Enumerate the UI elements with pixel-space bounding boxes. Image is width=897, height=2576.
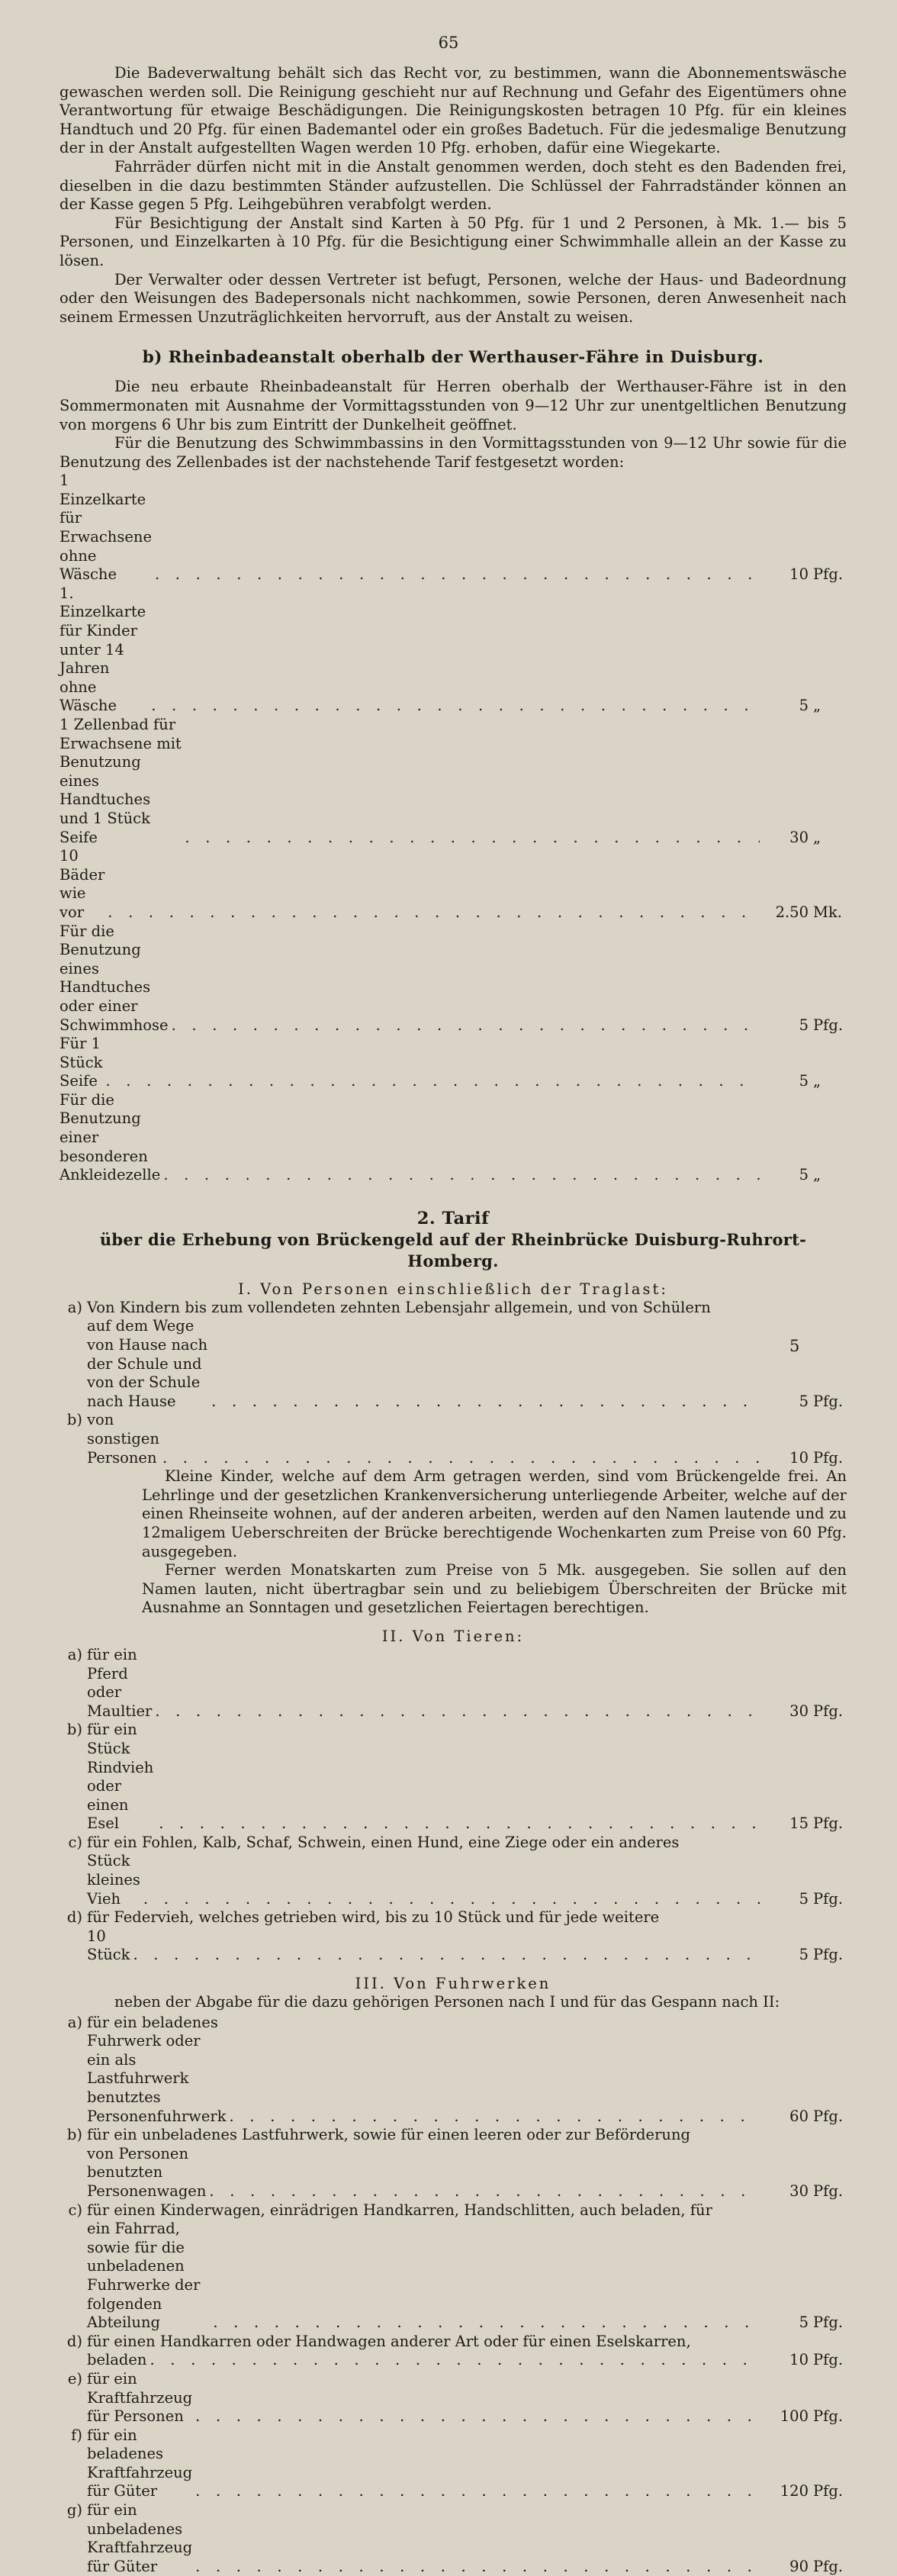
- tariff-item: [59, 1721, 847, 1834]
- item-marker: c): [68, 2201, 82, 2219]
- item-lead: [87, 1927, 760, 1965]
- item-unit: Pfg.: [813, 1814, 844, 1833]
- rate-unit: „: [813, 697, 821, 715]
- rate-amount: 5: [799, 1072, 809, 1090]
- rate-unit: „: [813, 1166, 821, 1184]
- rate-unit: „: [813, 828, 821, 846]
- tariff-item-line: [59, 2333, 847, 2352]
- rate-row: [59, 847, 847, 922]
- item-lead: [87, 1317, 760, 1411]
- item-marker: b): [66, 1411, 82, 1429]
- paragraph: Für Besichtigung der Anstalt sind Karten à 50 Pfg. für 1 und 2 Personen, à Mk. 1.— bis 5 Personen, und Einzelkarten à 10 Pfg. für die Besichtigung einer Schwimmhalle allein an der Kasse zu lösen.: [59, 214, 847, 269]
- item-text: für ein Kraftfahrzeug für Personen: [87, 2369, 193, 2426]
- item-marker: g): [66, 2501, 82, 2520]
- tariff-item-line: [59, 1908, 847, 1927]
- dot-leader: [160, 1166, 760, 1185]
- rate-label: 1 Zellenbad für Erwachsene mit Benutzung eines Handtuches und 1 Stück Seife: [59, 716, 182, 846]
- paragraph: Für die Benutzung des Schwimmbassins in den Vormittagsstunden von 9—12 Uhr sowie für die Benutzung des Zellenbades ist der nachstehende Tarif festgesetzt worden:: [59, 434, 847, 471]
- rate-row: [59, 1035, 847, 1091]
- rate-unit: Pfg.: [813, 1016, 844, 1034]
- item-text: ein Fahrrad, sowie für die unbeladenen Fuhrwerke der folgenden Abteilung: [87, 2220, 201, 2332]
- rate-unit: „: [813, 1072, 821, 1090]
- item-amount: 10: [789, 1448, 809, 1467]
- tariff-item: [59, 2014, 847, 2127]
- tariff-item: [59, 2501, 847, 2576]
- part-2-items: [59, 1646, 847, 1965]
- rate-unit: Mk.: [813, 903, 842, 921]
- rate-amount: 5: [799, 1016, 809, 1034]
- item-text: Von Kindern bis zum vollendeten zehnten Lebensjahr allgemein, und von Schülern: [87, 1298, 711, 1316]
- rate-row: [59, 923, 847, 1035]
- item-unit: Pfg.: [813, 2557, 844, 2575]
- rate-label: 1. Einzelkarte für Kinder unter 14 Jahren ohne Wäsche: [59, 584, 146, 715]
- item-unit: Pfg.: [813, 1889, 844, 1908]
- dot-leader: [152, 1702, 760, 1721]
- item-text: für ein beladenes Fuhrwerk oder ein als Lastfuhrwerk benutztes Personenfuhrwerk: [87, 2013, 227, 2125]
- tariff-item: [59, 1411, 847, 1467]
- tarif-subheading: über die Erhebung von Brückengeld auf der Rheinbrücke Duisburg-Ruhrort-Homberg.: [99, 1229, 807, 1270]
- rate-row: [59, 1091, 847, 1185]
- item-lead: [87, 2014, 760, 2127]
- item-lead: [87, 2426, 760, 2501]
- rate-unit: Pfg.: [813, 565, 844, 584]
- item-text: für einen Kinderwagen, einrädrigen Handkarren, Handschlitten, auch beladen, für: [87, 2201, 712, 2219]
- tariff-item: [59, 2370, 847, 2426]
- item-unit: Pfg.: [813, 1702, 844, 1720]
- section-b-text: [59, 378, 847, 472]
- dot-leader: [192, 2407, 760, 2426]
- item-lead: [87, 1411, 760, 1467]
- item-amount: 5: [799, 1392, 809, 1410]
- item-amount: 15: [789, 1814, 809, 1833]
- tariff-item: [59, 1927, 847, 1965]
- rate-amount: 5: [799, 1166, 809, 1184]
- item-text: für ein Fohlen, Kalb, Schaf, Schwein, einen Hund, eine Ziege oder ein anderes: [87, 1833, 680, 1851]
- item-marker: f): [71, 2426, 82, 2444]
- intro-section: [59, 64, 847, 327]
- dot-leader: [103, 1072, 760, 1091]
- tariff-item: [59, 1317, 847, 1411]
- item-marker: b): [66, 2126, 82, 2144]
- item-marker: c): [68, 1833, 82, 1851]
- item-lead: [87, 1721, 760, 1834]
- rate-label: Für die Benutzung einer besonderen Ankleidezelle: [59, 1090, 161, 1184]
- item-text: für ein beladenes Kraftfahrzeug für Güter: [87, 2426, 193, 2500]
- item-lead: [87, 2220, 760, 2333]
- dot-leader: [146, 2351, 760, 2370]
- item-text: für Federvieh, welches getrieben wird, bis zu 10 Stück und für jede weitere: [87, 1908, 660, 1927]
- item-text: beladen: [87, 2351, 147, 2369]
- item-text: von Personen benutzten Personenwagen: [87, 2144, 207, 2200]
- tariff-item-line: [59, 1834, 847, 1853]
- rate-amount: 5: [799, 697, 809, 715]
- paragraph: Die Badeverwaltung behält sich das Recht vor, zu bestimmen, wann die Abonnementswäsche gewaschen werden soll. Die Reinigung geschieht nur auf Rechnung und Gefahr des Eigentümers ohne Verantwortung für etwaige Beschädigungen. Die Reinigungskosten betragen 10 Pfg. für ein kleines Handtuch und 20 Pfg. für einen Bademantel oder ein großes Badetuch. Für die jedesmalige Benutzung der in der Anstalt aufgestellten Wagen werden 10 Pfg. erhoben, dafür eine Wiegekarte.: [59, 64, 847, 157]
- item-unit: Pfg.: [813, 1448, 844, 1467]
- item-unit: Pfg.: [813, 2407, 844, 2426]
- rate-amount: 30: [789, 828, 809, 846]
- rate-amount: 10: [789, 565, 809, 584]
- item-amount: 100: [780, 2407, 809, 2426]
- section-b-heading: b) Rheinbadeanstalt oberhalb der Werthauser-Fähre in Duisburg.: [142, 348, 764, 368]
- tarif-heading: 2. Tarif: [416, 1208, 490, 1228]
- part-2-title: II. Von Tieren:: [381, 1627, 525, 1645]
- item-amount: 5: [799, 1946, 809, 1964]
- part-1-items: [59, 1299, 847, 1467]
- part-3-title: III. Von Fuhrwerken: [355, 1975, 551, 1993]
- page-number: 65: [438, 34, 459, 52]
- part-1-notes: [59, 1467, 847, 1618]
- dot-leader: [130, 1946, 760, 1965]
- item-marker: a): [67, 2013, 82, 2031]
- item-lead: [87, 2145, 760, 2201]
- item-amount: 60: [789, 2107, 809, 2125]
- tariff-item-line: [59, 1299, 847, 1318]
- item-amount: 30: [789, 1702, 809, 1720]
- item-amount: 120: [780, 2482, 809, 2500]
- paragraph: Der Verwalter oder dessen Vertreter ist befugt, Personen, welche der Haus- und Badeordnung oder den Weisungen des Badepersonals nicht nachkommen, sowie Personen, deren Anwesenheit nach seinem Ermessen Unzuträglichkeiten hervorruft, aus der Anstalt zu weisen.: [59, 270, 847, 326]
- item-lead: [87, 2370, 760, 2426]
- tariff-item: [59, 2220, 847, 2333]
- note-paragraph: Ferner werden Monatskarten zum Preise von 5 Mk. ausgegeben. Sie sollen auf den Namen lauten, nicht übertragbar sein und zu beliebigem Überschreiten der Brücke mit Ausnahme an Sonntagen und gesetzlichen Feiertagen berechtigen.: [142, 1561, 847, 1617]
- rate-amount: 2.50: [775, 903, 809, 921]
- item-unit: Pfg.: [813, 2107, 844, 2125]
- item-lead: [87, 2501, 760, 2576]
- rate-label: 1 Einzelkarte für Erwachsene ohne Wäsche: [59, 472, 152, 584]
- dot-leader: [192, 2482, 760, 2501]
- paragraph: Die neu erbaute Rheinbadeanstalt für Herren oberhalb der Werthauser-Fähre ist in den Sommermonaten mit Ausnahme der Vormittagsstunden von 9—12 Uhr zur unentgeltlichen Benutzung von morgens 6 Uhr bis zum Eintritt der Dunkelheit geöffnet.: [59, 378, 847, 433]
- item-amount: 10: [789, 2351, 809, 2369]
- item-unit: Pfg.: [813, 2182, 844, 2200]
- dot-leader: [169, 1016, 760, 1035]
- rate-label: Für die Benutzung eines Handtuches oder einer Schwimmhose: [59, 922, 169, 1034]
- item-unit: Pfg.: [813, 2314, 844, 2332]
- part-1-title: I. Von Personen einschließlich der Traglast:: [238, 1280, 668, 1298]
- item-unit: Pfg.: [813, 2351, 844, 2369]
- dot-leader: [206, 2182, 760, 2201]
- item-lead: [87, 1646, 760, 1721]
- section-b-rate-table: [59, 472, 847, 1185]
- item-marker: d): [66, 2332, 82, 2350]
- tariff-item: [59, 1646, 847, 1721]
- part-3-items: [59, 2014, 847, 2576]
- item-marker: a): [67, 1645, 82, 1663]
- item-text: für einen Handkarren oder Handwagen anderer Art oder für einen Eselskarren,: [87, 2332, 691, 2350]
- item-text: auf dem Wege von Hause nach der Schule und von der Schule nach Hause: [87, 1317, 208, 1410]
- rate-row: [59, 584, 847, 716]
- tariff-item: [59, 2351, 847, 2370]
- tariff-item-line: [59, 2201, 847, 2220]
- item-lead: [87, 2351, 760, 2370]
- tariff-item-line: [59, 2126, 847, 2145]
- tariff-item: [59, 1852, 847, 1908]
- rate-label: Für 1 Stück Seife: [59, 1035, 103, 1090]
- item-marker: d): [66, 1908, 82, 1927]
- tariff-item: [59, 2426, 847, 2501]
- item-text: 10 Stück: [87, 1927, 130, 1964]
- item-amount: 5: [799, 1889, 809, 1908]
- dot-leader: [182, 829, 760, 848]
- item-text: für ein unbeladenes Kraftfahrzeug für Güter: [87, 2501, 193, 2575]
- paragraph: Fahrräder dürfen nicht mit in die Anstalt genommen werden, doch steht es den Badenden frei, dieselben in die dazu bestimmten Ständer aufzustellen. Die Schlüssel der Fahrradständer können an der Kasse gegen 5 Pfg. Leihgebühren verabfolgt werden.: [59, 157, 847, 214]
- dot-leader: [210, 2314, 760, 2333]
- item-marker: a): [67, 1298, 82, 1316]
- item-marker: e): [67, 2369, 82, 2388]
- rate-label: 10 Bäder wie vor: [59, 847, 105, 921]
- page-body: [59, 64, 847, 2576]
- dot-leader: [192, 2558, 760, 2576]
- dot-leader: [227, 2107, 760, 2127]
- tariff-item: [59, 2145, 847, 2201]
- dot-leader: [208, 1393, 760, 1412]
- item-marker: b): [66, 1721, 82, 1739]
- dot-leader: [148, 697, 760, 716]
- dot-leader: [104, 903, 760, 923]
- signature-mark: 5: [789, 1337, 800, 1355]
- item-unit: Pfg.: [813, 2482, 844, 2500]
- note-paragraph: Kleine Kinder, welche auf dem Arm getragen werden, sind vom Brückengelde frei. An Lehrlinge und der gesetzlichen Krankenversicherung unterliegende Arbeiter, welche auf der einen Rheinseite wohnen, auf der anderen arbeiten, werden auf den Namen lautende und zu 12maligem Ueberschreiten der Brücke berechtigende Wochenkarten zum Preise von 60 Pfg. ausgegeben.: [142, 1467, 847, 1560]
- item-amount: 30: [789, 2182, 809, 2200]
- item-text: für ein Stück Rindvieh oder einen Esel: [87, 1721, 154, 1833]
- item-text: für ein unbeladenes Lastfuhrwerk, sowie für einen leeren oder zur Beförderung: [87, 2126, 691, 2144]
- item-unit: Pfg.: [813, 1392, 844, 1410]
- dot-leader: [140, 1890, 760, 1909]
- dot-leader: [159, 1449, 760, 1468]
- item-amount: 5: [799, 2314, 809, 2332]
- item-lead: [87, 1852, 760, 1908]
- item-unit: Pfg.: [813, 1946, 844, 1964]
- dot-leader: [156, 1814, 760, 1834]
- part-3-subtitle: neben der Abgabe für die dazu gehörigen Personen nach I und für das Gespann nach II:: [114, 1993, 780, 2011]
- dot-leader: [152, 565, 760, 584]
- item-text: von sonstigen Personen: [87, 1411, 159, 1467]
- item-amount: 90: [789, 2557, 809, 2575]
- item-text: Stück kleines Vieh: [87, 1852, 140, 1908]
- rate-row: [59, 472, 847, 584]
- rate-row: [59, 716, 847, 847]
- item-text: für ein Pferd oder Maultier: [87, 1645, 153, 1720]
